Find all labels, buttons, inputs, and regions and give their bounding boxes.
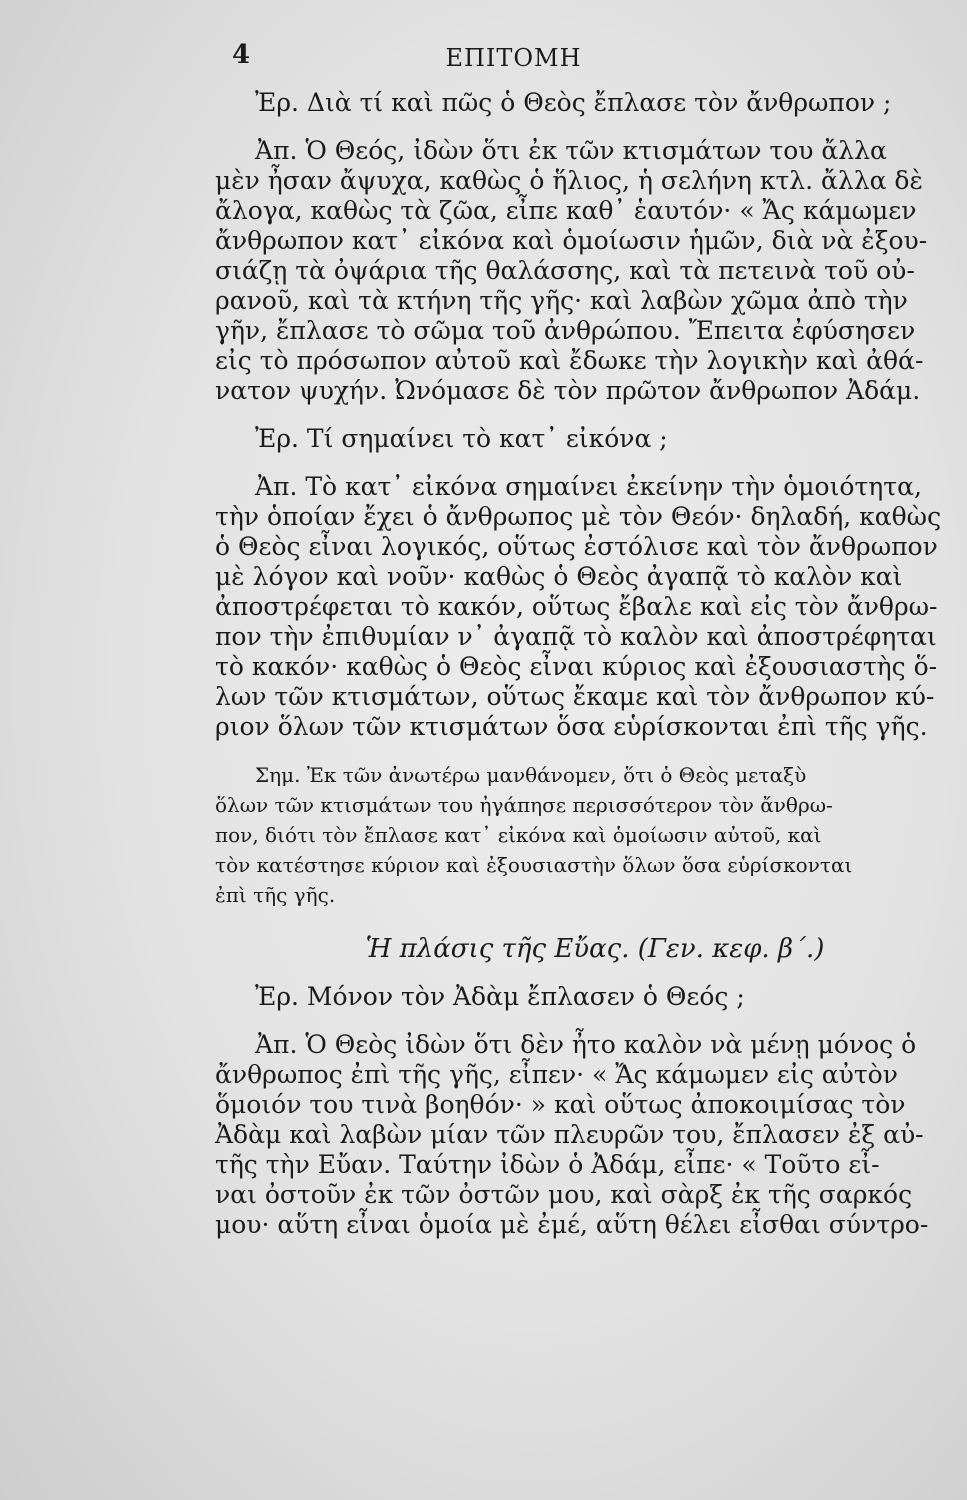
text-line: μὲ λόγον καὶ νοῦν· καθὼς ὁ Θεὸς ἀγαπᾷ τὸ καλὸν καὶ — [215, 562, 903, 591]
answer-3 — [215, 1030, 935, 1240]
text-line: πον, διότι τὸν ἔπλασε κατ᾿ εἰκόνα καὶ ὁμοίωσιν αὐτοῦ, καὶ — [215, 823, 822, 847]
text-line: σιάζῃ τὰ ὀψάρια τῆς θαλάσσης, καὶ τὰ πετεινὰ τοῦ οὐ- — [215, 256, 915, 285]
text-line: γῆν, ἔπλασε τὸ σῶμα τοῦ ἀνθρώπου. Ἔπειτα ἐφύσησεν — [215, 316, 916, 345]
text-line: εἰς τὸ πρόσωπον αὐτοῦ καὶ ἔδωκε τὴν λογικὴν καὶ ἀθά- — [215, 346, 924, 375]
text-line: μου· αὕτη εἶναι ὁμοία μὲ ἐμέ, αὕτη θέλει εἶσθαι σύντρο- — [215, 1210, 929, 1239]
text-line: τὸν κατέστησε κύριον καὶ ἐξουσιαστὴν ὅλων ὅσα εὑρίσκονται — [215, 853, 853, 877]
text-line: Ἐρ. Τί σημαίνει τὸ κατ᾿ εἰκόνα ; — [255, 424, 668, 453]
text-line: ἀποστρέφεται τὸ κακόν, οὕτως ἔβαλε καὶ εἰς τὸν ἄνθρω- — [215, 592, 938, 621]
answer-1 — [215, 136, 935, 406]
page-number: 4 — [232, 40, 251, 70]
text-line: πον τὴν ἐπιθυμίαν ν᾿ ἀγαπᾷ τὸ καλὸν καὶ ἀποστρέφηται — [215, 622, 937, 651]
question-1 — [215, 88, 935, 118]
text-line: ἐπὶ τῆς γῆς. — [215, 883, 336, 907]
text-line: ὅμοιόν του τινὰ βοηθόν· » καὶ οὕτως ἀποκοιμίσας τὸν — [215, 1090, 906, 1119]
text-line: ὅλων τῶν κτισμάτων του ἠγάπησε περισσότερον τὸν ἄνθρω- — [215, 793, 833, 817]
running-title: ΕΠΙΤΟΜΗ — [445, 44, 582, 72]
text-line: Σημ. Ἐκ τῶν ἀνωτέρω μανθάνομεν, ὅτι ὁ Θεὸς μεταξὺ — [255, 763, 807, 787]
text-line: ναι ὀστοῦν ἐκ τῶν ὀστῶν μου, καὶ σὰρξ ἐκ τῆς σαρκός — [215, 1180, 913, 1209]
text-line: ἄλογα, καθὼς τὰ ζῶα, εἶπε καθ᾿ ἑαυτόν· « Ἄς κάμωμεν — [215, 196, 917, 225]
text-line: Ἀδὰμ καὶ λαβὼν μίαν τῶν πλευρῶν του, ἔπλασεν ἐξ αὐ- — [215, 1120, 924, 1149]
note — [215, 760, 935, 910]
text-line: Ἐρ. Διὰ τί καὶ πῶς ὁ Θεὸς ἔπλασε τὸν ἄνθρωπον ; — [255, 88, 892, 117]
text-line: Ἀπ. Ὁ Θεὸς ἰδὼν ὅτι δὲν ἦτο καλὸν νὰ μένῃ μόνος ὁ — [255, 1030, 917, 1059]
text-line: νατον ψυχήν. Ὠνόμασε δὲ τὸν πρῶτον ἄνθρωπον Ἀδάμ. — [215, 376, 921, 405]
text-line: τὸ κακόν· καθὼς ὁ Θεὸς εἶναι κύριος καὶ ἐξουσιαστὴς ὅ- — [215, 652, 938, 681]
text-line: ὁ Θεὸς εἶναι λογικός, οὕτως ἐστόλισε καὶ τὸν ἄνθρωπον — [215, 532, 938, 561]
text-line: μὲν ἦσαν ἄψυχα, καθὼς ὁ ἥλιος, ἡ σελήνη κτλ. ἄλλα δὲ — [215, 166, 923, 195]
text-line: τὴν ὁποίαν ἔχει ὁ ἄνθρωπος μὲ τὸν Θεόν· δηλαδή, καθὼς — [215, 502, 942, 531]
text-line: ἄνθρωπος ἐπὶ τῆς γῆς, εἶπεν· « Ἄς κάμωμεν εἰς αὐτὸν — [215, 1060, 898, 1089]
text-line: τῆς τὴν Εὔαν. Ταύτην ἰδὼν ὁ Ἀδάμ, εἶπε· « Τοῦτο εἶ- — [215, 1150, 880, 1179]
text-line: λων τῶν κτισμάτων, οὕτως ἔκαμε καὶ τὸν ἄνθρωπον κύ- — [215, 682, 935, 711]
question-3 — [215, 982, 935, 1012]
answer-2 — [215, 472, 942, 742]
question-2 — [215, 424, 935, 454]
text-line: ρανοῦ, καὶ τὰ κτήνη τῆς γῆς· καὶ λαβὼν χῶμα ἀπὸ τὴν — [215, 286, 908, 315]
text-line: Ἀπ. Ὁ Θεός, ἰδὼν ὅτι ἐκ τῶν κτισμάτων του ἄλλα — [255, 136, 887, 165]
text-line: Ἐρ. Μόνον τὸν Ἀδὰμ ἔπλασεν ὁ Θεός ; — [255, 982, 745, 1011]
text-line: ριον ὅλων τῶν κτισμάτων ὅσα εὑρίσκονται ἐπὶ τῆς γῆς. — [215, 712, 928, 741]
text-line: Ἀπ. Τὸ κατ᾿ εἰκόνα σημαίνει ἐκείνην τὴν ὁμοιότητα, — [255, 472, 922, 501]
text-block — [215, 88, 942, 1240]
text-line: ἄνθρωπον κατ᾿ εἰκόνα καὶ ὁμοίωσιν ἡμῶν, διὰ νὰ ἐξου- — [215, 226, 928, 255]
section-heading: Ἡ πλάσις τῆς Εὔας. (Γεν. κεφ. β΄.) — [365, 934, 825, 964]
